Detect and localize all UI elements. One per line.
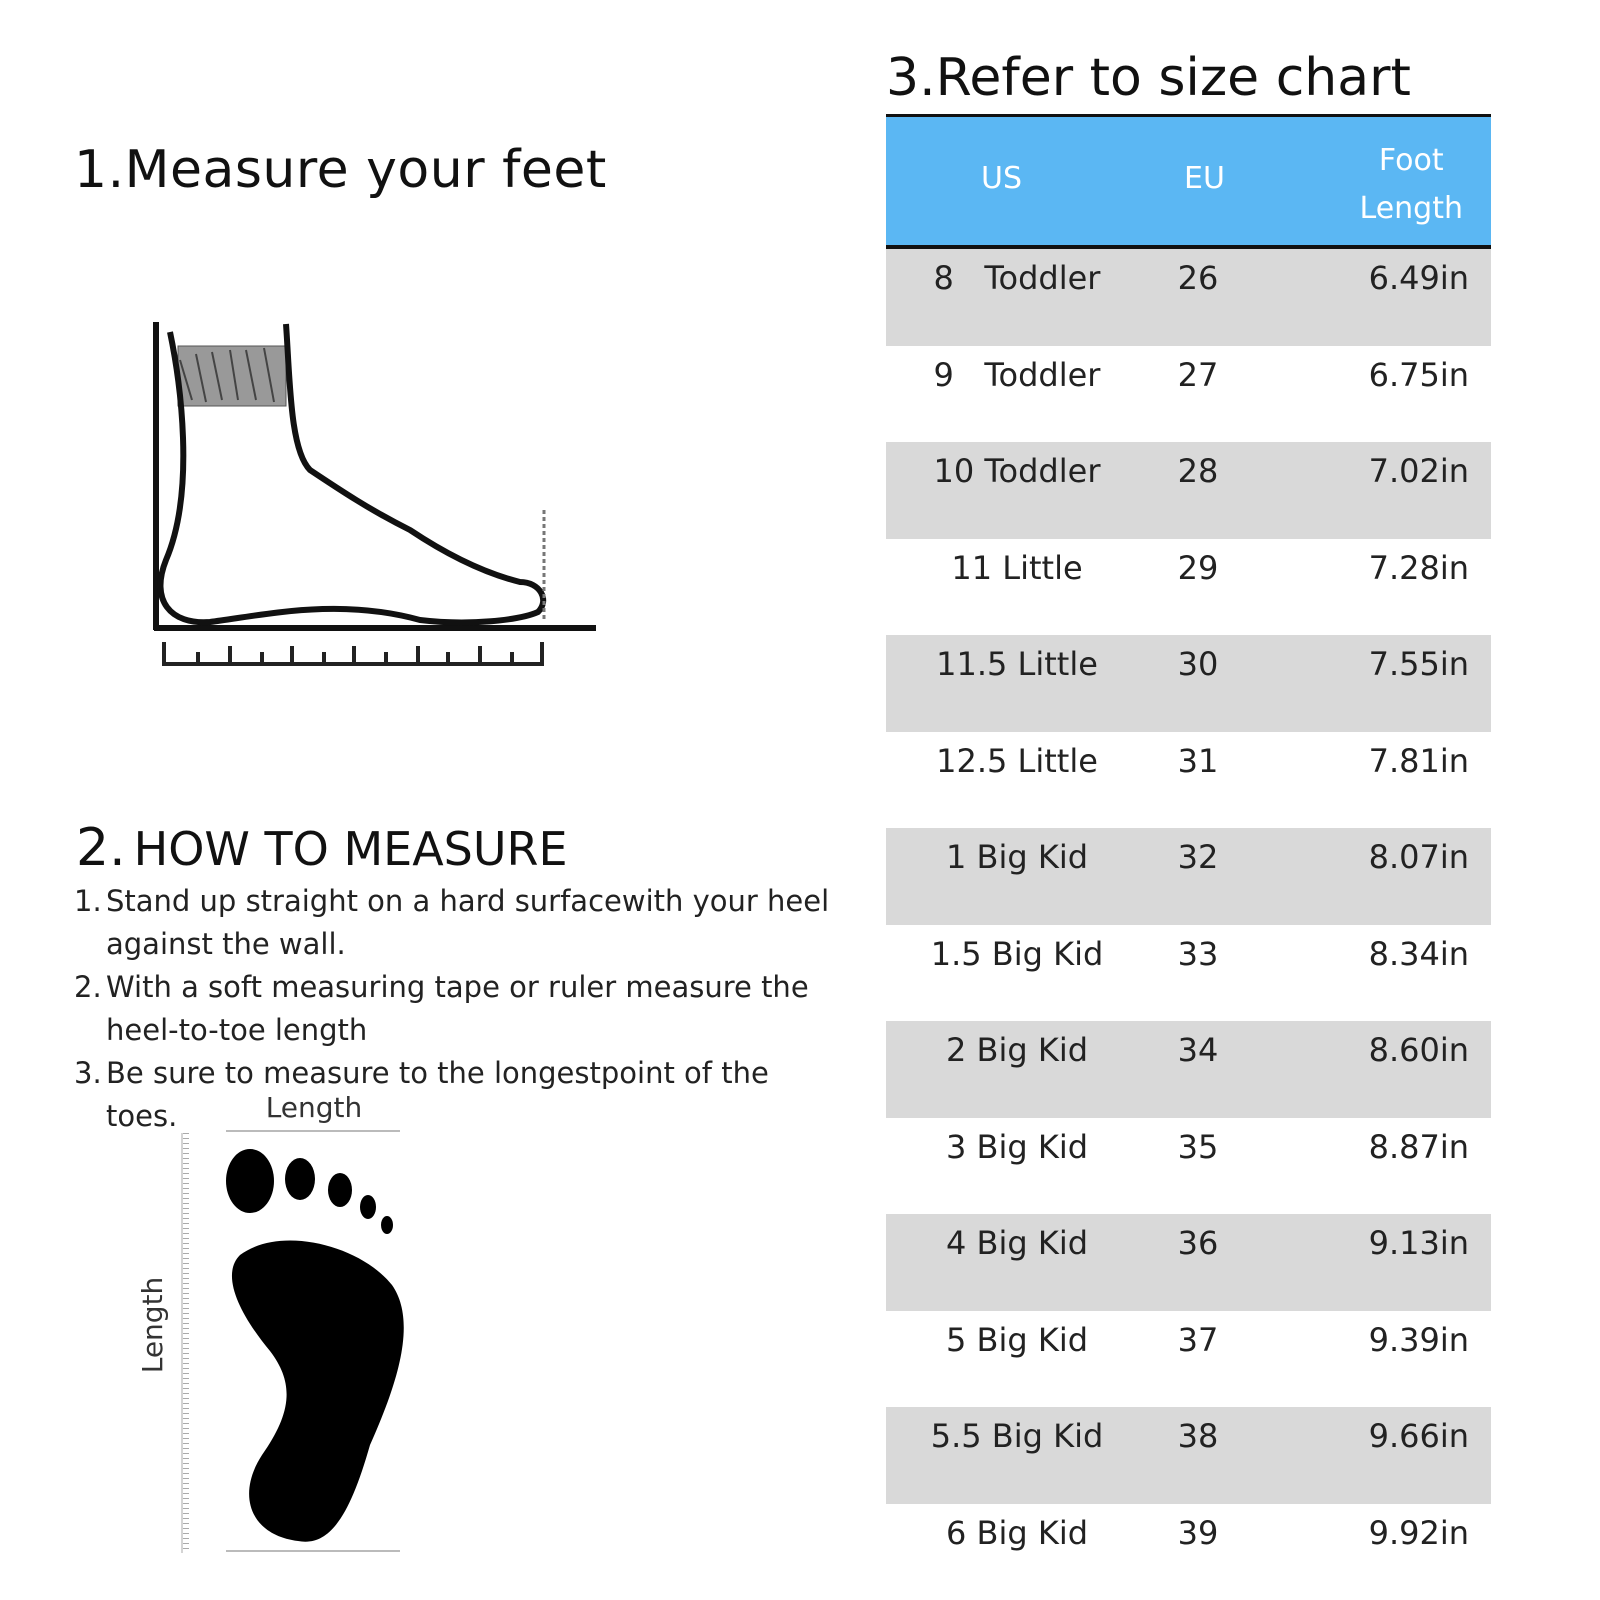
cell-eu: 36 <box>1177 1224 1219 1262</box>
cell-length: 6.49in <box>1368 259 1469 297</box>
cell-eu: 34 <box>1177 1031 1219 1069</box>
cell-eu: 31 <box>1177 741 1219 780</box>
footprint-top-label: Length <box>265 1095 363 1124</box>
cell-length: 8.34in <box>1368 934 1469 973</box>
cell-length: 9.92in <box>1368 1513 1469 1552</box>
measure-step <box>74 880 834 966</box>
cell-length: 7.81in <box>1368 741 1469 780</box>
cell-us: 8 Toddler <box>933 259 1101 297</box>
how-to-measure-number: 2. <box>76 818 126 878</box>
cell-length: 7.28in <box>1368 548 1469 587</box>
measure-feet-heading: 1.Measure your feet <box>74 140 607 200</box>
cell-eu: 32 <box>1177 838 1219 876</box>
cell-eu: 28 <box>1177 452 1219 490</box>
cell-length: 8.87in <box>1368 1127 1469 1166</box>
cell-us: 11.5 Little <box>936 645 1098 683</box>
step-line: Stand up straight on a hard surfacewith your heel <box>106 884 830 918</box>
foot-side-icon <box>140 320 620 700</box>
cell-eu: 39 <box>1177 1513 1219 1552</box>
table-row <box>886 828 1491 925</box>
header-foot-length-line1: Foot <box>1378 143 1444 178</box>
footprint-icon <box>130 1095 430 1565</box>
how-to-measure-title: HOW TO MEASURE <box>133 822 568 876</box>
table-row <box>886 1021 1491 1118</box>
measure-step <box>74 966 834 1052</box>
cell-us: 3 Big Kid <box>945 1127 1089 1166</box>
table-row <box>886 1118 1491 1215</box>
header-foot-length-line2: Length <box>1359 191 1463 226</box>
step-line: against the wall. <box>106 927 346 961</box>
cell-length: 8.07in <box>1368 838 1469 876</box>
cell-us: 6 Big Kid <box>945 1513 1089 1552</box>
cell-length: 8.60in <box>1368 1031 1469 1069</box>
cell-eu: 30 <box>1177 645 1219 683</box>
cell-us: 11 Little <box>951 548 1083 587</box>
table-row <box>886 249 1491 346</box>
cell-us: 2 Big Kid <box>945 1031 1089 1069</box>
cell-us: 10 Toddler <box>933 452 1101 490</box>
cell-eu: 27 <box>1177 355 1219 394</box>
size-chart-header <box>886 117 1491 249</box>
cell-us: 1.5 Big Kid <box>930 934 1104 973</box>
table-row <box>886 925 1491 1022</box>
cell-us: 5.5 Big Kid <box>930 1417 1104 1455</box>
step-line: With a soft measuring tape or ruler measure the <box>106 970 809 1004</box>
cell-eu: 37 <box>1177 1320 1219 1359</box>
cell-length: 7.55in <box>1368 645 1469 683</box>
step-number: 3. <box>74 1056 102 1090</box>
size-chart-heading: 3.Refer to size chart <box>886 48 1411 108</box>
step-number: 1. <box>74 884 102 918</box>
cell-eu: 33 <box>1177 934 1219 973</box>
table-row <box>886 732 1491 829</box>
cell-eu: 38 <box>1177 1417 1219 1455</box>
cell-us: 5 Big Kid <box>945 1320 1089 1359</box>
cell-us: 9 Toddler <box>933 355 1101 394</box>
foot-side-illustration <box>140 320 620 700</box>
table-row <box>886 635 1491 732</box>
header-eu: EU <box>1184 161 1225 196</box>
table-row <box>886 1504 1491 1600</box>
header-us: US <box>981 161 1023 196</box>
cell-length: 7.02in <box>1368 452 1469 490</box>
cell-length: 6.75in <box>1368 355 1469 394</box>
cell-eu: 29 <box>1177 548 1219 587</box>
table-row <box>886 539 1491 636</box>
table-row <box>886 1311 1491 1408</box>
cell-us: 4 Big Kid <box>945 1224 1089 1262</box>
table-row <box>886 1407 1491 1504</box>
size-chart-body <box>886 249 1491 1600</box>
table-row <box>886 346 1491 443</box>
table-row <box>886 442 1491 539</box>
cell-length: 9.13in <box>1368 1224 1469 1262</box>
footprint-illustration <box>130 1095 430 1565</box>
footprint-side-label: Length <box>136 1276 169 1374</box>
step-number: 2. <box>74 970 102 1004</box>
how-to-measure-heading <box>76 818 568 878</box>
cell-eu: 26 <box>1177 259 1219 297</box>
step-line: Be sure to measure to the longestpoint of the toes. <box>106 1056 769 1133</box>
cell-length: 9.66in <box>1368 1417 1469 1455</box>
header-foot-length <box>1360 137 1463 233</box>
cell-length: 9.39in <box>1368 1320 1469 1359</box>
cell-eu: 35 <box>1177 1127 1219 1166</box>
size-chart-table <box>886 114 1491 1600</box>
cell-us: 12.5 Little <box>936 741 1098 780</box>
cell-us: 1 Big Kid <box>945 838 1089 876</box>
table-row <box>886 1214 1491 1311</box>
step-line: heel-to-toe length <box>106 1013 368 1047</box>
